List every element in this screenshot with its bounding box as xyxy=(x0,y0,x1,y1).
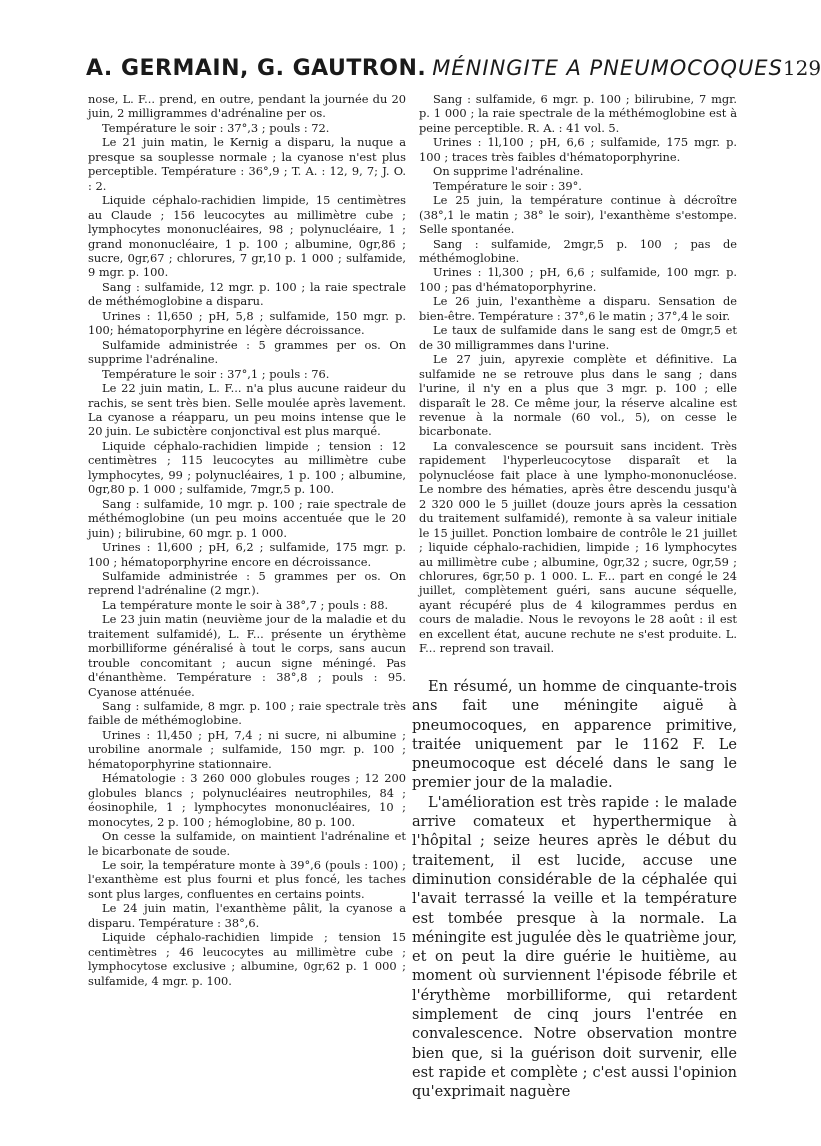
paragraph: On cesse la sulfamide, on maintient l'adrénaline et le bicarbonate de soude. xyxy=(88,829,406,858)
header-title: MÉNINGITE A PNEUMOCOQUES xyxy=(432,56,783,80)
paragraph: Sang : sulfamide, 12 mgr. p. 100 ; la raie spectrale de méthémoglobine a disparu. xyxy=(88,279,406,309)
paragraph: nose, L. F... prend, en outre, pendant la journée du 20 juin, 2 milligrammes d'adrénaline per os. xyxy=(88,92,406,121)
paragraph: Le 24 juin matin, l'exanthème pâlit, la cyanose a disparu. Température : 38°,6. xyxy=(88,901,406,930)
paragraph: Le taux de sulfamide dans le sang est de 0mgr,5 et de 30 milligrammes dans l'urine. xyxy=(419,323,737,352)
running-header xyxy=(86,56,821,92)
paragraph: Sang : sulfamide, 8 mgr. p. 100 ; raie spectrale très faible de méthémoglobine. xyxy=(88,699,406,728)
summary-paragraph: En résumé, un homme de cinquante-trois ans fait une méningite aiguë à pneumocoques, en apparence primitive, traitée uniquement par le 1162 F. Le pneumocoque est décelé dans le sang le premier jour de la maladie. xyxy=(412,679,737,792)
paragraph: Urines : 1l,650 ; pH, 5,8 ; sulfamide, 150 mgr. p. 100; hématoporphyrine en légère décroissance. xyxy=(88,308,406,338)
paragraph: Le 26 juin, l'exanthème a disparu. Sensation de bien-être. Température : 37°,6 le matin ; 37°,4 le soir. xyxy=(419,294,737,323)
paragraph: Température le soir : 39°. xyxy=(433,178,582,193)
paragraph: Le 23 juin matin (neuvième jour de la maladie et du traitement sulfamidé), L. F... présente un érythème morbilliforme généralisé à tout le corps, sans aucun trouble concomitant ; aucun signe méningé. Pas d'énanthème. Température : 38°,8 ; pouls : 95. Cyanose atténuée. xyxy=(88,612,406,699)
summary-paragraph: L'amélioration est très rapide : le malade arrive comateux et hyperthermique à l'hôpital ; seize heures après le début du traitement, il est lucide, accuse une diminution considérable de la céphalée qui l'avait terrassé la veille et la température est tombée presque à la normale. La méningite est jugulée dès le quatrième jour, et on peut la dire guérie le huitième, au moment où surviennent l'épisode fébrile et l'érythème morbilliforme, qui retardent simplement de cinq jours l'entrée en convalescence. Notre observation montre bien que, si la guérison doit survenir, elle est rapide et complète ; c'est aussi l'opinion qu'exprimait naguère xyxy=(412,794,737,1101)
paragraph: Sulfamide administrée : 5 grammes per os. On supprime l'adrénaline. xyxy=(88,337,406,367)
header-authors: A. GERMAIN, G. GAUTRON. xyxy=(86,56,427,81)
paragraph: Urines : 1l,450 ; pH, 7,4 ; ni sucre, ni albumine ; urobiline anormale ; sulfamide, 150 mgr. p. 100 ; hématoporphyrine stationnaire. xyxy=(88,727,406,771)
paragraph: Température le soir : 37°,1 ; pouls : 76. xyxy=(102,366,330,381)
summary-section xyxy=(412,678,737,1103)
paragraph: Urines : 1l,600 ; pH, 6,2 ; sulfamide, 175 mgr. p. 100 ; hématoporphyrine encore en décroissance. xyxy=(88,540,406,569)
left-column xyxy=(88,92,406,988)
paragraph: Urines : 1l,100 ; pH, 6,6 ; sulfamide, 175 mgr. p. 100 ; traces très faibles d'hématoporphyrine. xyxy=(419,135,737,164)
paragraph: Liquide céphalo-rachidien limpide, 15 centimètres au Claude ; 156 leucocytes au millimètre cube ; lymphocytes mononucléaires, 98 ; polynucléaire, 1 ; grand mononucléaire, 1 p. 100 ; albumine, 0gr,86 ; sucre, 0gr,67 ; chlorures, 7 gr,10 p. 1 000 ; sulfamide, 9 mgr. p. 100. xyxy=(88,193,406,280)
paragraph: Température le soir : 37°,3 ; pouls : 72. xyxy=(102,120,330,135)
paragraph: La convalescence se poursuit sans incident. Très rapidement l'hyperleucocytose disparaît et la polynucléose fait place à une lympho-mononucléose. Le nombre des hématies, après être descendu jusqu'à 2 320 000 le 5 juillet (douze jours après la cessation du traitement sulfamidé), remonte à sa valeur initiale le 15 juillet. Ponction lombaire de contrôle le 21 juillet ; liquide céphalo-rachidien, limpide ; 16 lymphocytes au millimètre cube ; albumine, 0gr,32 ; sucre, 0gr,59 ; chlorures, 6gr,50 p. 1 000. L. F... part en congé le 24 juillet, complètement guéri, sans aucune séquelle, ayant récupéré plus de 4 kilogrammes perdus en cours de maladie. Nous le revoyons le 28 août : il est en excellent état, aucune rechute ne s'est produite. L. F... reprend son travail. xyxy=(419,438,737,656)
page-number: 129 xyxy=(782,56,821,80)
paragraph: Sang : sulfamide, 6 mgr. p. 100 ; bilirubine, 7 mgr. p. 1 000 ; la raie spectrale de la méthémoglobine est à peine perceptible. R. A. : 41 vol. 5. xyxy=(419,92,737,135)
paragraph: Sulfamide administrée : 5 grammes per os. On reprend l'adrénaline (2 mgr.). xyxy=(88,568,406,598)
paragraph: Le soir, la température monte à 39°,6 (pouls : 100) ; l'exanthème est plus fourni et plus foncé, les taches sont plus larges, confluentes en certains points. xyxy=(88,858,406,901)
paragraph: La température monte le soir à 38°,7 ; pouls : 88. xyxy=(102,597,389,612)
paragraph: Le 27 juin, apyrexie complète et définitive. La sulfamide ne se retrouve plus dans le sang ; dans l'urine, il n'y en a plus que 3 mgr. p. 100 ; elle disparaît le 28. Ce même jour, la réserve alcaline est revenue à la normale (60 vol., 5), on cesse le bicarbonate. xyxy=(419,352,737,439)
paragraph: On supprime l'adrénaline. xyxy=(433,164,584,179)
paragraph: Hématologie : 3 260 000 globules rouges ; 12 200 globules blancs ; polynucléaires neutrophiles, 84 ; éosinophile, 1 ; lymphocytes mononucléaires, 10 ; monocytes, 2 p. 100 ; hémoglobine, 80 p. 100. xyxy=(88,771,406,829)
right-column xyxy=(419,92,737,656)
paragraph: Le 21 juin matin, le Kernig a disparu, la nuque a presque sa souplesse normale ; la cyanose n'est plus perceptible. Température : 36°,9 ; T. A. : 12, 9, 7; J. O. : 2. xyxy=(88,135,406,193)
paragraph: Le 22 juin matin, L. F... n'a plus aucune raideur du rachis, se sent très bien. Selle moulée après lavement. La cyanose a réapparu, un peu moins intense que le 20 juin. Le subictère conjonctival est plus marqué. xyxy=(88,381,406,439)
paragraph: Sang : sulfamide, 10 mgr. p. 100 ; raie spectrale de méthémoglobine (un peu moins accentuée que le 20 juin) ; bilirubine, 60 mgr. p. 1 000. xyxy=(88,496,406,540)
paragraph: Sang : sulfamide, 2mgr,5 p. 100 ; pas de méthémoglobine. xyxy=(419,236,737,265)
paragraph: Liquide céphalo-rachidien limpide ; tension 15 centimètres ; 46 leucocytes au millimètre cube ; lymphocytose exclusive ; albumine, 0gr,62 p. 1 000 ; sulfamide, 4 mgr. p. 100. xyxy=(88,930,406,988)
paragraph: Le 25 juin, la température continue à décroître (38°,1 le matin ; 38° le soir), l'exanthème s'estompe. Selle spontanée. xyxy=(419,193,737,237)
paragraph: Liquide céphalo-rachidien limpide ; tension : 12 centimètres ; 115 leucocytes au millimètre cube lymphocytes, 99 ; polynucléaires, 1 p. 100 ; albumine, 0gr,80 p. 1 000 ; sulfamide, 7mgr,5 p. 100. xyxy=(88,438,406,497)
paragraph: Urines : 1l,300 ; pH, 6,6 ; sulfamide, 100 mgr. p. 100 ; pas d'hématoporphyrine. xyxy=(419,265,737,294)
